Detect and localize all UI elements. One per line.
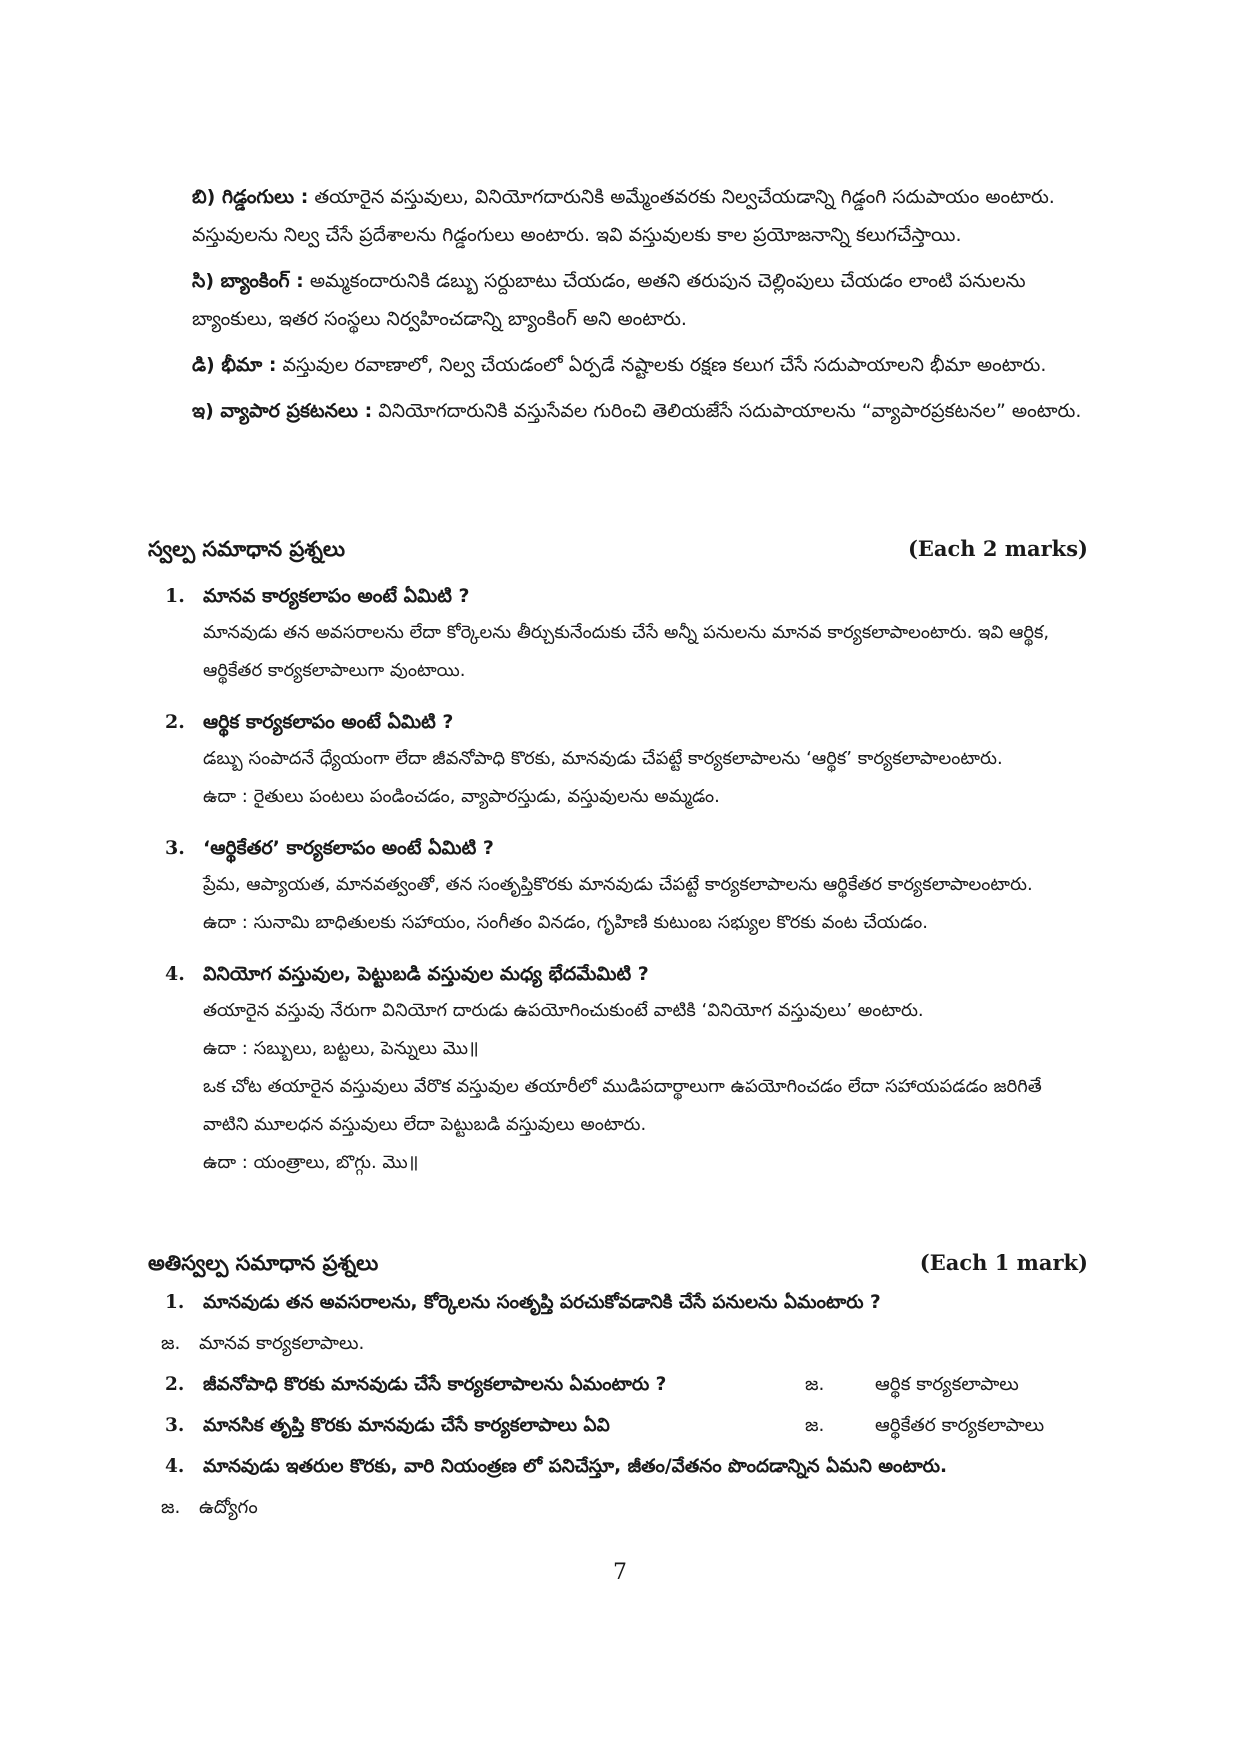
answer-paragraph: ఒక చోట తయారైన వస్తువులు వేరొక వస్తువుల తయారీలో ముడిపదార్థాలుగా ఉపయోగించడం లేదా సహాయపడడం జరిగితే వాటిని మూలధన వస్తువులు లేదా పెట్టుబడి వస్తువులు అంటారు. bbox=[203, 1076, 1042, 1135]
question-text: మానవుడు తన అవసరాలను, కోర్కెలను సంతృప్తి పరచుకోవడానికి చేసే పనులను ఏమంటారు ? bbox=[203, 1292, 881, 1313]
question-number: 2. bbox=[165, 1374, 185, 1395]
answer-paragraph: ప్రేమ, ఆప్యాయత, మానవత్వంతో, తన సంతృప్తికొరకు మానవుడు చేపట్టే కార్యకలాపాలను ఆర్థికేతర కార్యకలాపాలంటారు. bbox=[203, 874, 1033, 895]
section-marks: (Each 2 marks) bbox=[907, 536, 1088, 561]
answer-text bbox=[165, 992, 1090, 1182]
question-row bbox=[165, 1407, 1090, 1445]
question-text: ఆర్థిక కార్యకలాపం అంటే ఏమిటి ? bbox=[203, 711, 454, 733]
question-number: 1. bbox=[165, 1292, 185, 1313]
definition-item bbox=[192, 346, 1088, 384]
answer-example: ఉదా : సునామి బాధితులకు సహాయం, సంగీతం వినడం, గృహిణి కుటుంబ సభ్యుల కొరకు వంట చేయడం. bbox=[203, 912, 928, 933]
definition-term: ఇ) వ్యాపార ప్రకటనలు : bbox=[192, 400, 373, 422]
question-block bbox=[165, 704, 1090, 816]
answer-row bbox=[161, 1489, 1090, 1527]
answer-marker: జ. bbox=[161, 1333, 181, 1354]
question-text: ‘ఆర్థికేతర’ కార్యకలాపం అంటే ఏమిటి ? bbox=[203, 837, 494, 859]
answer-row bbox=[161, 1325, 1090, 1363]
answer-example: ఉదా : యంత్రాలు, బొగ్గు. మొ॥ bbox=[203, 1152, 419, 1173]
question-text: జీవనోపాధి కొరకు మానవుడు చేసే కార్యకలాపాలను ఏమంటారు ? bbox=[203, 1374, 667, 1395]
answer-text: ఆర్థిక కార్యకలాపాలు bbox=[875, 1374, 1019, 1395]
definition-text: తయారైన వస్తువులు, వినియోగదారునికి అమ్మేంతవరకు నిల్వచేయడాన్ని గిడ్డంగి సదుపాయం అంటారు. వస్తువులను నిల్వ చేసే ప్రదేశాలను గిడ్డంగులు అంటారు. ఇవి వస్తువులకు కాల ప్రయోజనాన్ని కలుగచేస్తాయి. bbox=[192, 186, 1055, 246]
answer-text: మానవ కార్యకలాపాలు. bbox=[199, 1333, 365, 1354]
short-question-list bbox=[165, 578, 1090, 1196]
section-marks: (Each 1 mark) bbox=[919, 1250, 1088, 1275]
question-block bbox=[165, 830, 1090, 942]
question-text: మానవుడు ఇతరుల కొరకు, వారి నియంత్రణ లో పనిచేస్తూ, జీతం/వేతనం పొందడాన్నిన ఏమని అంటారు. bbox=[203, 1456, 948, 1477]
page-number: 7 bbox=[613, 1560, 627, 1585]
question-number: 2. bbox=[165, 711, 185, 733]
question-number: 1. bbox=[165, 585, 185, 607]
answer-paragraph: మానవుడు తన అవసరాలను లేదా కోర్కెలను తీర్చుకునేందుకు చేసే అన్నీ పనులను మానవ కార్యకలాపాలంటారు. ఇవి ఆర్థిక, ఆర్థికేతర కార్యకలాపాలుగా వుంటాయి. bbox=[203, 622, 1050, 681]
short-answer-heading bbox=[148, 536, 1088, 567]
question-block bbox=[165, 578, 1090, 690]
question-row bbox=[165, 1284, 1090, 1322]
question-text: మానవ కార్యకలాపం అంటే ఏమిటి ? bbox=[203, 585, 470, 607]
section-title: స్వల్ప సమాధాన ప్రశ్నలు bbox=[148, 537, 346, 561]
very-short-answer-heading bbox=[148, 1250, 1088, 1281]
answer-text bbox=[165, 866, 1090, 942]
question-row bbox=[165, 1366, 1090, 1404]
answer-marker: జ. bbox=[805, 1374, 825, 1395]
question-row bbox=[165, 1448, 1090, 1486]
definition-term: డి) భీమా : bbox=[192, 354, 277, 376]
question-text: వినియోగ వస్తువుల, పెట్టుబడి వస్తువుల మధ్య భేదమేమిటి ? bbox=[203, 963, 649, 985]
answer-example: ఉదా : సబ్బులు, బట్టలు, పెన్నులు మొ॥ bbox=[203, 1038, 479, 1059]
question-number: 4. bbox=[165, 963, 185, 985]
question-block bbox=[165, 956, 1090, 1182]
definition-text: వినియోగదారునికి వస్తుసేవల గురించి తెలియజేసే సదుపాయాలను “వ్యాపారప్రకటనల” అంటారు. bbox=[378, 400, 1082, 422]
answer-text bbox=[165, 740, 1090, 816]
answer-paragraph: తయారైన వస్తువు నేరుగా వినియోగ దారుడు ఉపయోగించుకుంటే వాటికి ‘వినియోగ వస్తువులు’ అంటారు. bbox=[203, 1000, 924, 1021]
definition-list bbox=[192, 178, 1088, 438]
definition-text: వస్తువుల రవాణాలో, నిల్వ చేయడంలో ఏర్పడే నష్టాలకు రక్షణ కలుగ చేసే సదుపాయాలని భీమా అంటారు. bbox=[282, 354, 1047, 376]
answer-text bbox=[165, 614, 1090, 690]
definition-term: సి) బ్యాంకింగ్ : bbox=[192, 270, 304, 292]
question-number: 3. bbox=[165, 1415, 185, 1436]
section-title: అతిస్వల్ప సమాధాన ప్రశ్నలు bbox=[148, 1251, 379, 1275]
definition-item bbox=[192, 392, 1088, 430]
very-short-question-list bbox=[161, 1284, 1090, 1530]
question-number: 3. bbox=[165, 837, 185, 859]
definition-term: బి) గిడ్డంగులు : bbox=[192, 186, 309, 208]
answer-text: ఉద్యోగం bbox=[199, 1497, 258, 1518]
definition-text: అమ్మకందారునికి డబ్బు సర్దుబాటు చేయడం, అతని తరుపున చెల్లింపులు చేయడం లాంటి పనులను బ్యాంకులు, ఇతర సంస్థలు నిర్వహించడాన్ని బ్యాంకింగ్ అని అంటారు. bbox=[192, 270, 1026, 330]
answer-paragraph: డబ్బు సంపాదనే ధ్యేయంగా లేదా జీవనోపాధి కొరకు, మానవుడు చేపట్టే కార్యకలాపాలను ‘ఆర్థిక’ కార్యకలాపాలంటారు. bbox=[203, 748, 1003, 769]
answer-marker: జ. bbox=[161, 1497, 181, 1518]
question-text: మానసిక తృప్తి కొరకు మానవుడు చేసే కార్యకలాపాలు ఏవి bbox=[203, 1415, 610, 1436]
definition-item bbox=[192, 262, 1088, 338]
answer-example: ఉదా : రైతులు పంటలు పండించడం, వ్యాపారస్తుడు, వస్తువులను అమ్మడం. bbox=[203, 786, 720, 807]
answer-text: ఆర్థికేతర కార్యకలాపాలు bbox=[875, 1415, 1045, 1436]
answer-marker: జ. bbox=[805, 1415, 825, 1436]
definition-item bbox=[192, 178, 1088, 254]
question-number: 4. bbox=[165, 1456, 185, 1477]
